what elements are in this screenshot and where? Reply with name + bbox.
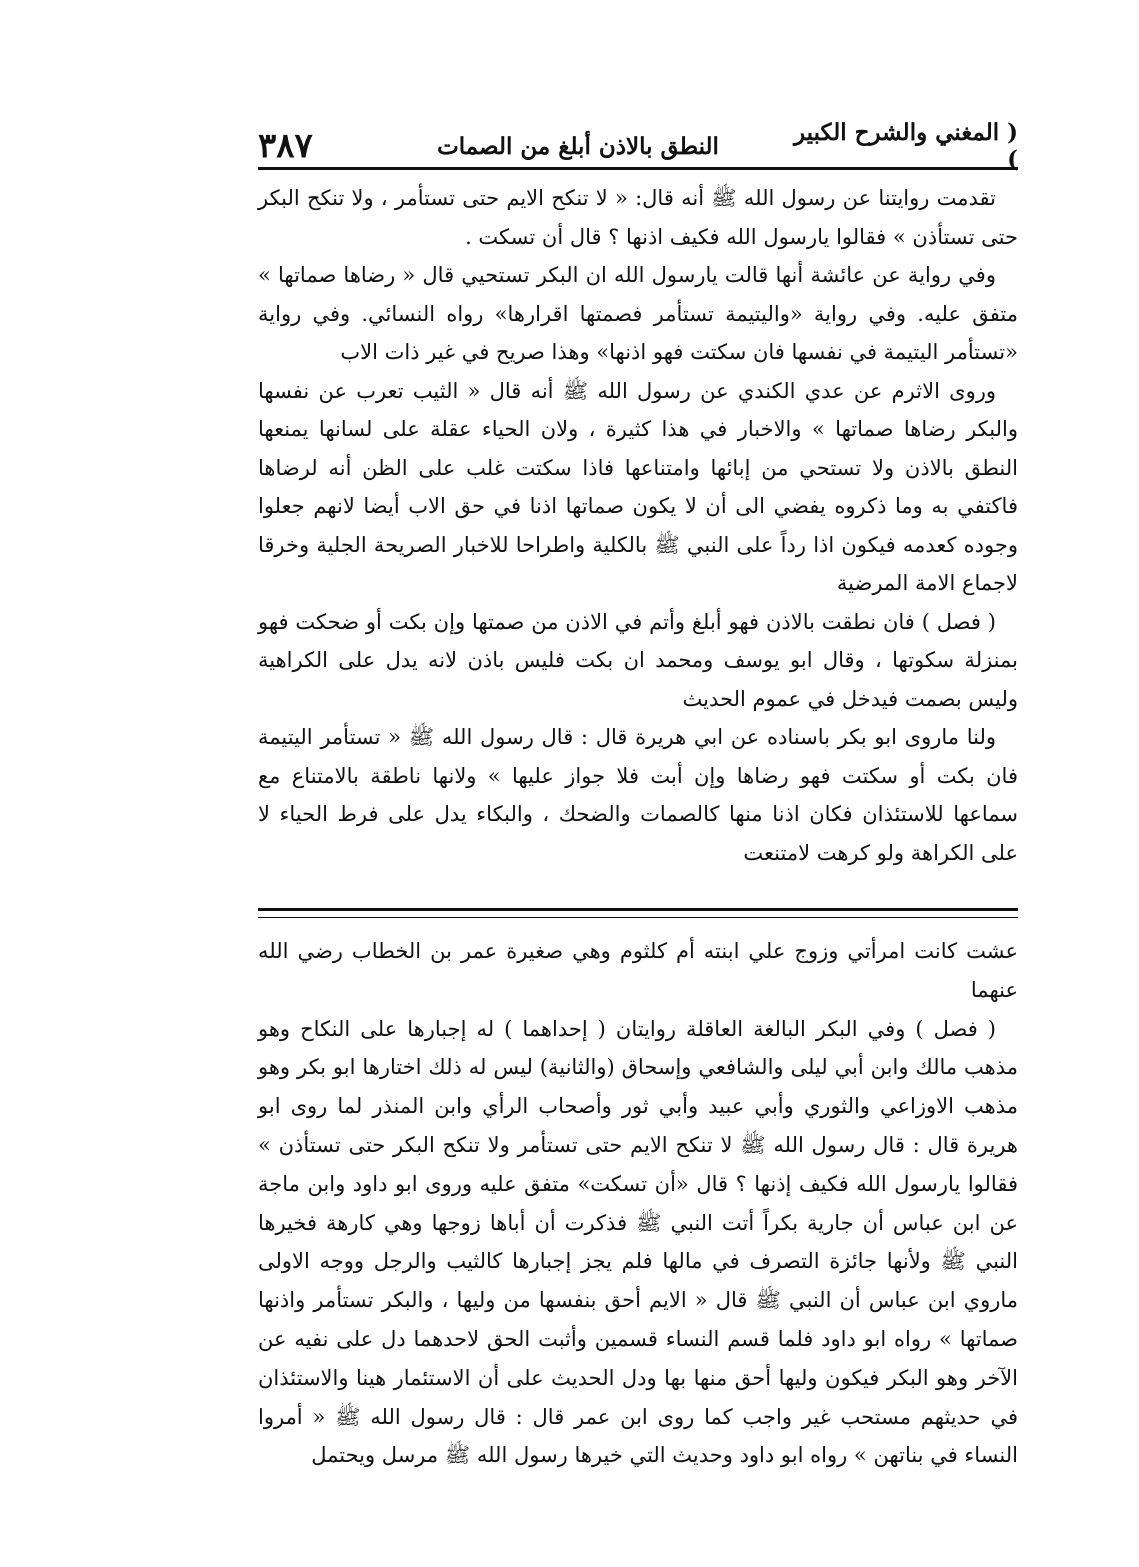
book-title: ( المغني والشرح الكبير ) <box>793 119 1018 173</box>
main-paragraph: ولنا ماروى ابو بكر باسناده عن ابي هريرة قال : قال رسول الله ﷺ « تستأمر اليتيمة فان بكت أو سكتت فهو رضاها وإن أبت فلا جواز عليها » ولانها ناطقة بالامتناع مع سماعها للاستئذان فكان اذنا منها كالصمات والضحك ، والبكاء يدل على فرط الحياء لا على الكراهة ولو كرهت لامتنعت <box>258 725 1018 865</box>
lower-paragraph: عشت كانت امرأتي وزوج علي ابنته أم كلثوم وهي صغيرة عمر بن الخطاب رضي الله عنهما <box>258 939 1018 1002</box>
header-rule <box>258 167 1018 170</box>
lower-text-block <box>258 932 1018 1475</box>
lower-paragraph: ( فصل ) وفي البكر البالغة العاقلة روايتان ( إحداهما ) له إجبارها على النكاح وهو مذهب مالك وابن أبي ليلى والشافعي وإسحاق (والثانية) ليس له ذلك اختارها ابو بكر وهو مذهب الاوزاعي والثوري وأبي عبيد وأبي ثور وأصحاب الرأي وابن المنذر لما روى ابو هريرة قال : قال رسول الله ﷺ لا تنكح الايم حتى تستأمر ولا تنكح البكر حتى تستأذن » فقالوا يارسول الله فكيف إذنها ؟ قال «أن تسكت» متفق عليه وروى ابو داود وابن ماجة عن ابن عباس أن جارية بكراً أتت النبي ﷺ فذكرت أن أباها زوجها وهي كارهة فخيرها النبي ﷺ ولأنها جائزة التصرف في مالها فلم يجز إجبارها كالثيب والرجل ووجه الاولى ماروي ابن عباس أن النبي ﷺ قال « الايم أحق بنفسها من وليها ، والبكر تستأمر واذنها صماتها » رواه ابو داود فلما قسم النساء قسمين وأثبت الحق لاحدهما دل على نفيه عن الآخر وهو البكر فيكون وليها أحق منها بها ودل الحديث على أن الاستئمار هينا والاستئذان في حديثهم مستحب غير واجب كما روى ابن عمر قال : قال رسول الله ﷺ « أمروا النساء في بناتهن » رواه ابو داود وحديث التي خيرها رسول الله ﷺ مرسل ويحتمل <box>258 1016 1018 1468</box>
page-header <box>258 119 1018 173</box>
main-paragraph: وفي رواية عن عائشة أنها قالت يارسول الله ان البكر تستحيي قال « رضاها صماتها » متفق عليه. وفي رواية «واليتيمة تستأمر فصمتها اقرارها» رواه النسائي. وفي رواية «تستأمر اليتيمة في نفسها فان سكتت فهو اذنها» وهذا صريح في غير ذات الاب <box>258 263 1018 364</box>
main-text-block <box>258 179 1018 872</box>
main-paragraph: وروى الاثرم عن عدي الكندي عن رسول الله ﷺ أنه قال « الثيب تعرب عن نفسها والبكر رضاها صماتها » والاخبار في هذا كثيرة ، ولان الحياء عقلة على لسانها يمنعها النطق بالاذن ولا تستحي من إبائها وامتناعها فاذا سكتت غلب على الظن أنه لرضاها فاكتفي به وما ذكروه يفضي الى أن لا يكون صماتها اذنا في حق الاب أيضا لانهم جعلوا وجوده كعدمه فيكون اذا رداً على النبي ﷺ بالكلية واطراحا للاخبار الصريحة الجلية وخرقا لاجماع الامة المرضية <box>258 378 1018 595</box>
running-title: النطق بالاذن أبلغ من الصمات <box>437 132 719 160</box>
section-divider <box>258 908 1018 918</box>
page-number: ٣٨٧ <box>258 126 313 166</box>
main-paragraph: تقدمت روايتنا عن رسول الله ﷺ أنه قال: « لا تنكح الايم حتى تستأمر ، ولا تنكح البكر حتى تستأذن » فقالوا يارسول الله فكيف اذنها ؟ قال أن تسكت . <box>258 186 1018 249</box>
main-paragraph: ( فصل ) فان نطقت بالاذن فهو أبلغ وأتم في الاذن من صمتها وإن بكت أو ضحكت فهو بمنزلة سكوتها ، وقال ابو يوسف ومحمد ان بكت فليس باذن لانه يدل على الكراهية وليس بصمت فيدخل في عموم الحديث <box>258 609 1018 711</box>
